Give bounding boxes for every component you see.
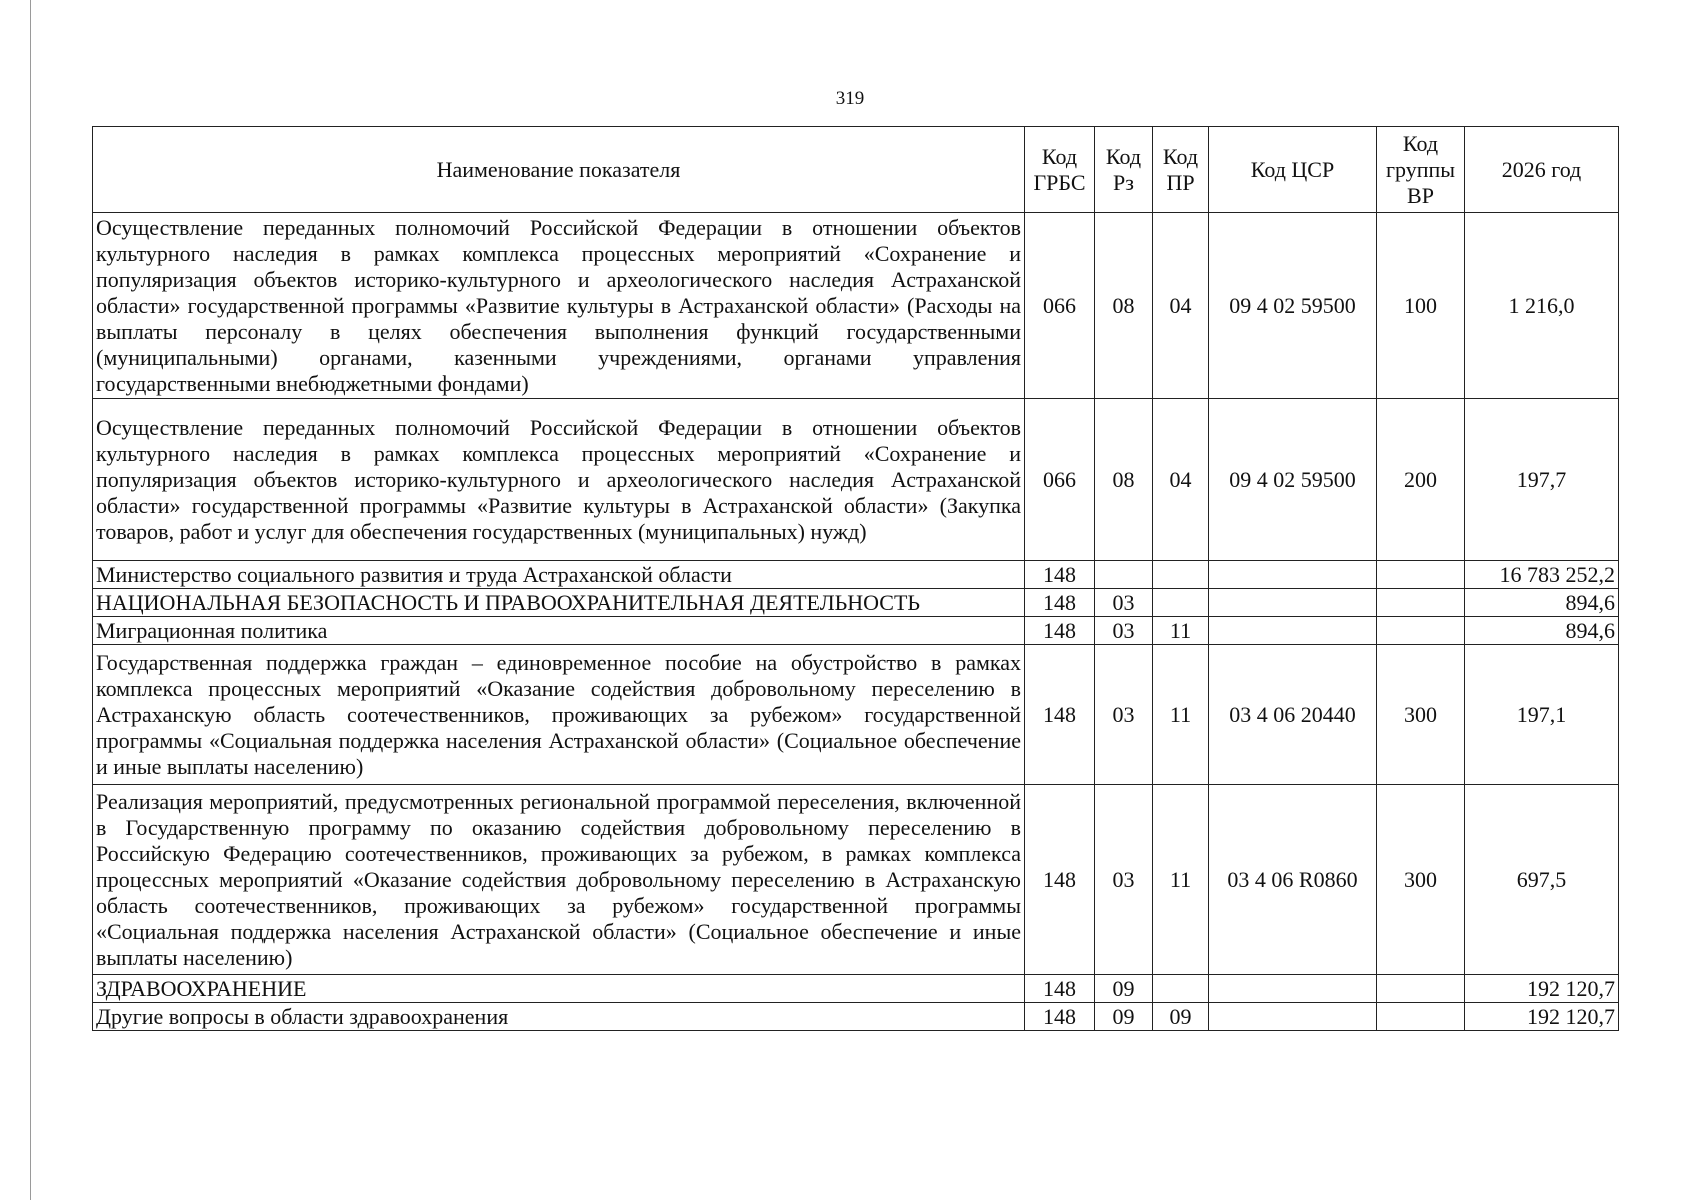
row-amount: 192 120,7 bbox=[1465, 975, 1619, 1003]
row-amount: 1 216,0 bbox=[1465, 213, 1619, 399]
row-pr: 11 bbox=[1153, 785, 1209, 975]
row-rz: 03 bbox=[1095, 785, 1153, 975]
row-name: Министерство социального развития и труда Астраханской области bbox=[93, 561, 1025, 589]
row-name: Осуществление переданных полномочий Российской Федерации в отношении объектов культурного наследия в рамках комплекса процессных мероприятий «Сохранение и популяризация объектов историко-культурного и археологического наследия Астраханской области» государственной программы «Развитие культуры в Астраханской области» (Закупка товаров, работ и услуг для обеспечения государственных (муниципальных) нужд) bbox=[93, 399, 1025, 561]
row-pr: 04 bbox=[1153, 399, 1209, 561]
row-pr: 11 bbox=[1153, 645, 1209, 785]
row-name: Миграционная политика bbox=[93, 617, 1025, 645]
row-csr: 03 4 06 R0860 bbox=[1209, 785, 1377, 975]
row-name: Другие вопросы в области здравоохранения bbox=[93, 1003, 1025, 1031]
row-vr bbox=[1377, 1003, 1465, 1031]
row-csr bbox=[1209, 561, 1377, 589]
header-vr-group-code: Код группы ВР bbox=[1377, 127, 1465, 213]
row-vr: 300 bbox=[1377, 645, 1465, 785]
row-grbs: 148 bbox=[1025, 975, 1095, 1003]
row-name: Реализация мероприятий, предусмотренных региональной программой переселения, включенной в Государственную программу по оказанию содействия добровольному переселению в Российскую Федерацию соотечественников, проживающих за рубежом, в рамках комплекса процессных мероприятий «Оказание содействия добровольному переселению в Астраханскую область соотечественников, проживающих за рубежом» государственной программы «Социальная поддержка населения Астраханской области» (Социальное обеспечение и иные выплаты населению) bbox=[93, 785, 1025, 975]
row-csr bbox=[1209, 617, 1377, 645]
row-vr bbox=[1377, 589, 1465, 617]
row-amount: 192 120,7 bbox=[1465, 1003, 1619, 1031]
row-vr bbox=[1377, 617, 1465, 645]
row-pr bbox=[1153, 589, 1209, 617]
row-grbs: 066 bbox=[1025, 213, 1095, 399]
row-amount: 894,6 bbox=[1465, 589, 1619, 617]
row-rz bbox=[1095, 561, 1153, 589]
row-rz: 03 bbox=[1095, 645, 1153, 785]
row-vr: 100 bbox=[1377, 213, 1465, 399]
table-row bbox=[93, 785, 1619, 975]
row-vr: 200 bbox=[1377, 399, 1465, 561]
row-vr: 300 bbox=[1377, 785, 1465, 975]
row-pr: 11 bbox=[1153, 617, 1209, 645]
header-pr-code: Код ПР bbox=[1153, 127, 1209, 213]
row-csr: 09 4 02 59500 bbox=[1209, 213, 1377, 399]
table-row bbox=[93, 617, 1619, 645]
row-grbs: 148 bbox=[1025, 645, 1095, 785]
row-name: Осуществление переданных полномочий Российской Федерации в отношении объектов культурного наследия в рамках комплекса процессных мероприятий «Сохранение и популяризация объектов историко-культурного и археологического наследия Астраханской области» государственной программы «Развитие культуры в Астраханской области» (Расходы на выплаты персоналу в целях обеспечения выполнения функций государственными (муниципальными) органами, казенными учреждениями, органами управления государственными внебюджетными фондами) bbox=[93, 213, 1025, 399]
row-amount: 697,5 bbox=[1465, 785, 1619, 975]
row-rz: 03 bbox=[1095, 589, 1153, 617]
row-name: ЗДРАВООХРАНЕНИЕ bbox=[93, 975, 1025, 1003]
row-pr bbox=[1153, 975, 1209, 1003]
table-row bbox=[93, 975, 1619, 1003]
row-vr bbox=[1377, 975, 1465, 1003]
row-name: Государственная поддержка граждан – единовременное пособие на обустройство в рамках комплекса процессных мероприятий «Оказание содействия добровольному переселению в Астраханскую область соотечественников, проживающих за рубежом» государственной программы «Социальная поддержка населения Астраханской области» (Социальное обеспечение и иные выплаты населению) bbox=[93, 645, 1025, 785]
table-row bbox=[93, 561, 1619, 589]
table-row bbox=[93, 399, 1619, 561]
row-pr: 04 bbox=[1153, 213, 1209, 399]
row-rz: 08 bbox=[1095, 399, 1153, 561]
row-csr bbox=[1209, 975, 1377, 1003]
table-header-row bbox=[93, 127, 1619, 213]
row-amount: 197,1 bbox=[1465, 645, 1619, 785]
row-name: НАЦИОНАЛЬНАЯ БЕЗОПАСНОСТЬ И ПРАВООХРАНИТЕЛЬНАЯ ДЕЯТЕЛЬНОСТЬ bbox=[93, 589, 1025, 617]
header-indicator-name: Наименование показателя bbox=[93, 127, 1025, 213]
scan-edge-line bbox=[30, 0, 31, 1200]
row-vr bbox=[1377, 561, 1465, 589]
header-rz-code: Код Рз bbox=[1095, 127, 1153, 213]
row-rz: 09 bbox=[1095, 975, 1153, 1003]
row-rz: 03 bbox=[1095, 617, 1153, 645]
row-rz: 09 bbox=[1095, 1003, 1153, 1031]
row-csr: 09 4 02 59500 bbox=[1209, 399, 1377, 561]
row-amount: 16 783 252,2 bbox=[1465, 561, 1619, 589]
row-grbs: 148 bbox=[1025, 589, 1095, 617]
row-rz: 08 bbox=[1095, 213, 1153, 399]
row-csr bbox=[1209, 1003, 1377, 1031]
table-row bbox=[93, 645, 1619, 785]
row-csr bbox=[1209, 589, 1377, 617]
header-grbs-code: Код ГРБС bbox=[1025, 127, 1095, 213]
row-grbs: 148 bbox=[1025, 617, 1095, 645]
budget-table bbox=[92, 126, 1619, 1031]
table-row bbox=[93, 1003, 1619, 1031]
table-row bbox=[93, 589, 1619, 617]
row-pr: 09 bbox=[1153, 1003, 1209, 1031]
row-pr bbox=[1153, 561, 1209, 589]
row-grbs: 148 bbox=[1025, 785, 1095, 975]
header-year-2026: 2026 год bbox=[1465, 127, 1619, 213]
table-row bbox=[93, 213, 1619, 399]
page-number: 319 bbox=[835, 88, 865, 109]
row-amount: 894,6 bbox=[1465, 617, 1619, 645]
row-grbs: 148 bbox=[1025, 561, 1095, 589]
row-csr: 03 4 06 20440 bbox=[1209, 645, 1377, 785]
header-csr-code: Код ЦСР bbox=[1209, 127, 1377, 213]
row-grbs: 148 bbox=[1025, 1003, 1095, 1031]
row-grbs: 066 bbox=[1025, 399, 1095, 561]
row-amount: 197,7 bbox=[1465, 399, 1619, 561]
